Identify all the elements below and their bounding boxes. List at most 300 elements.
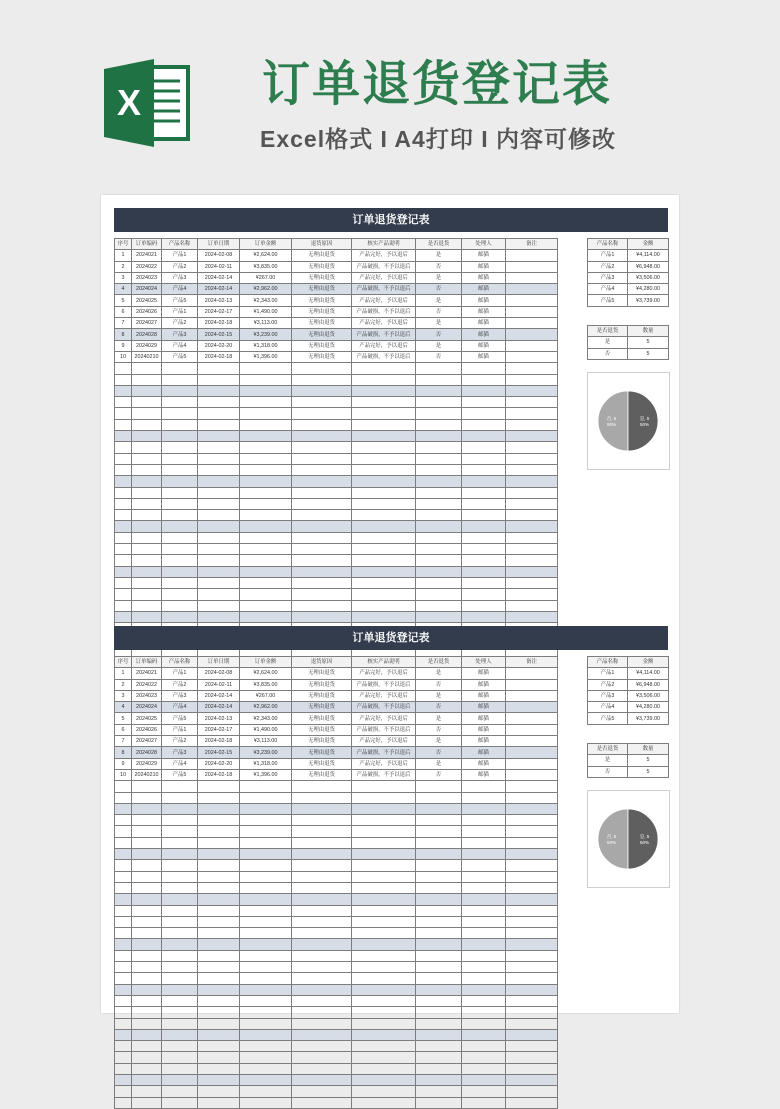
empty-cell[interactable]	[162, 849, 198, 860]
empty-cell[interactable]	[292, 781, 352, 792]
empty-cell[interactable]	[115, 611, 132, 622]
empty-cell[interactable]	[132, 894, 162, 905]
empty-cell[interactable]	[132, 882, 162, 893]
empty-cell[interactable]	[462, 792, 506, 803]
empty-cell[interactable]	[506, 1063, 558, 1074]
table-cell[interactable]: 产品完好，予以退后	[352, 668, 416, 679]
empty-cell[interactable]	[132, 1063, 162, 1074]
table-cell[interactable]: 4	[115, 284, 132, 295]
empty-cell[interactable]	[416, 781, 462, 792]
empty-cell[interactable]	[162, 510, 198, 521]
table-cell[interactable]: ¥1,396.00	[240, 351, 292, 362]
empty-cell[interactable]	[162, 973, 198, 984]
empty-cell[interactable]	[198, 1063, 240, 1074]
empty-cell[interactable]	[292, 1018, 352, 1029]
table-cell[interactable]: ¥3,239.00	[240, 329, 292, 340]
table-cell[interactable]: 产品破损，不予以退后	[352, 769, 416, 780]
empty-cell[interactable]	[132, 487, 162, 498]
empty-cell[interactable]	[416, 1041, 462, 1052]
empty-cell[interactable]	[115, 928, 132, 939]
empty-cell[interactable]	[115, 555, 132, 566]
empty-cell[interactable]	[198, 464, 240, 475]
empty-cell[interactable]	[292, 939, 352, 950]
table-cell[interactable]: 邮猫	[462, 713, 506, 724]
empty-cell[interactable]	[352, 905, 416, 916]
table-cell[interactable]	[506, 250, 558, 261]
empty-cell[interactable]	[352, 1052, 416, 1063]
table-cell[interactable]: 2024-02-18	[198, 351, 240, 362]
empty-cell[interactable]	[462, 521, 506, 532]
empty-cell[interactable]	[115, 510, 132, 521]
empty-cell[interactable]	[292, 1052, 352, 1063]
empty-cell[interactable]	[462, 860, 506, 871]
empty-cell[interactable]	[132, 476, 162, 487]
empty-cell[interactable]	[115, 1074, 132, 1085]
empty-cell[interactable]	[240, 882, 292, 893]
empty-cell[interactable]	[352, 871, 416, 882]
table-cell[interactable]: 邮猫	[462, 318, 506, 329]
table-cell[interactable]: 4	[115, 702, 132, 713]
empty-cell[interactable]	[292, 498, 352, 509]
empty-cell[interactable]	[198, 374, 240, 385]
table-cell[interactable]: 产品破损，不予以退后	[352, 702, 416, 713]
empty-cell[interactable]	[132, 397, 162, 408]
empty-cell[interactable]	[462, 487, 506, 498]
table-cell[interactable]: 否	[588, 348, 628, 359]
empty-cell[interactable]	[132, 544, 162, 555]
table-cell[interactable]: 3	[115, 690, 132, 701]
table-cell[interactable]: ¥3,835.00	[240, 679, 292, 690]
empty-cell[interactable]	[198, 928, 240, 939]
table-cell[interactable]: 产品4	[162, 702, 198, 713]
empty-cell[interactable]	[416, 837, 462, 848]
empty-cell[interactable]	[462, 1029, 506, 1040]
table-cell[interactable]: 是	[416, 250, 462, 261]
empty-cell[interactable]	[416, 950, 462, 961]
empty-cell[interactable]	[115, 916, 132, 927]
empty-cell[interactable]	[292, 600, 352, 611]
table-cell[interactable]: 产品4	[162, 340, 198, 351]
empty-cell[interactable]	[240, 837, 292, 848]
empty-cell[interactable]	[162, 566, 198, 577]
empty-cell[interactable]	[292, 385, 352, 396]
empty-cell[interactable]	[240, 916, 292, 927]
empty-cell[interactable]	[506, 498, 558, 509]
table-cell[interactable]: 2024-02-14	[198, 272, 240, 283]
empty-cell[interactable]	[416, 1007, 462, 1018]
empty-cell[interactable]	[240, 894, 292, 905]
table-cell[interactable]: 无理由退货	[292, 713, 352, 724]
empty-cell[interactable]	[162, 928, 198, 939]
empty-cell[interactable]	[462, 374, 506, 385]
empty-cell[interactable]	[198, 487, 240, 498]
empty-cell[interactable]	[132, 1041, 162, 1052]
table-cell[interactable]: 7	[115, 736, 132, 747]
empty-cell[interactable]	[240, 781, 292, 792]
empty-cell[interactable]	[162, 882, 198, 893]
empty-cell[interactable]	[352, 566, 416, 577]
empty-cell[interactable]	[292, 1063, 352, 1074]
empty-cell[interactable]	[198, 498, 240, 509]
empty-cell[interactable]	[416, 962, 462, 973]
empty-cell[interactable]	[506, 894, 558, 905]
table-cell[interactable]: 否	[416, 284, 462, 295]
empty-cell[interactable]	[240, 419, 292, 430]
table-cell[interactable]: 是	[416, 713, 462, 724]
empty-cell[interactable]	[198, 849, 240, 860]
empty-cell[interactable]	[506, 1097, 558, 1108]
empty-cell[interactable]	[162, 600, 198, 611]
table-cell[interactable]: 否	[416, 724, 462, 735]
table-cell[interactable]: 产品2	[162, 261, 198, 272]
empty-cell[interactable]	[462, 1018, 506, 1029]
table-cell[interactable]: 无理由退货	[292, 306, 352, 317]
table-cell[interactable]: 否	[416, 679, 462, 690]
table-cell[interactable]	[506, 272, 558, 283]
empty-cell[interactable]	[416, 815, 462, 826]
empty-cell[interactable]	[132, 408, 162, 419]
empty-cell[interactable]	[416, 566, 462, 577]
table-cell[interactable]: 产品4	[588, 284, 628, 295]
empty-cell[interactable]	[416, 871, 462, 882]
empty-cell[interactable]	[162, 984, 198, 995]
table-cell[interactable]	[506, 702, 558, 713]
empty-cell[interactable]	[462, 555, 506, 566]
table-cell[interactable]	[506, 724, 558, 735]
table-cell[interactable]: 2024-02-18	[198, 769, 240, 780]
pie-slice[interactable]	[628, 809, 658, 869]
empty-cell[interactable]	[506, 803, 558, 814]
table-cell[interactable]	[506, 306, 558, 317]
empty-cell[interactable]	[292, 905, 352, 916]
empty-cell[interactable]	[506, 611, 558, 622]
table-cell[interactable]: 否	[416, 769, 462, 780]
empty-cell[interactable]	[462, 894, 506, 905]
table-cell[interactable]: 5	[115, 713, 132, 724]
empty-cell[interactable]	[115, 397, 132, 408]
empty-cell[interactable]	[416, 803, 462, 814]
empty-cell[interactable]	[416, 1029, 462, 1040]
empty-cell[interactable]	[198, 453, 240, 464]
empty-cell[interactable]	[292, 950, 352, 961]
empty-cell[interactable]	[506, 882, 558, 893]
empty-cell[interactable]	[162, 837, 198, 848]
empty-cell[interactable]	[506, 962, 558, 973]
empty-cell[interactable]	[462, 1074, 506, 1085]
empty-cell[interactable]	[198, 566, 240, 577]
empty-cell[interactable]	[462, 1007, 506, 1018]
table-cell[interactable]: 2024026	[132, 724, 162, 735]
empty-cell[interactable]	[292, 928, 352, 939]
table-cell[interactable]: 无理由退货	[292, 261, 352, 272]
table-cell[interactable]	[506, 329, 558, 340]
empty-cell[interactable]	[416, 397, 462, 408]
empty-cell[interactable]	[162, 950, 198, 961]
empty-cell[interactable]	[352, 995, 416, 1006]
empty-cell[interactable]	[292, 476, 352, 487]
table-cell[interactable]: 2024-02-13	[198, 295, 240, 306]
table-cell[interactable]: ¥3,506.00	[628, 690, 669, 701]
empty-cell[interactable]	[292, 826, 352, 837]
empty-cell[interactable]	[115, 408, 132, 419]
empty-cell[interactable]	[198, 860, 240, 871]
empty-cell[interactable]	[132, 973, 162, 984]
table-cell[interactable]: 是	[416, 295, 462, 306]
empty-cell[interactable]	[416, 826, 462, 837]
table-cell[interactable]: ¥4,114.00	[628, 668, 669, 679]
table-cell[interactable]: 无理由退货	[292, 679, 352, 690]
empty-cell[interactable]	[352, 442, 416, 453]
empty-cell[interactable]	[115, 532, 132, 543]
empty-cell[interactable]	[115, 566, 132, 577]
empty-cell[interactable]	[416, 453, 462, 464]
empty-cell[interactable]	[506, 521, 558, 532]
empty-cell[interactable]	[462, 442, 506, 453]
empty-cell[interactable]	[292, 453, 352, 464]
empty-cell[interactable]	[416, 600, 462, 611]
empty-cell[interactable]	[292, 363, 352, 374]
empty-cell[interactable]	[240, 792, 292, 803]
empty-cell[interactable]	[352, 600, 416, 611]
table-cell[interactable]: 否	[416, 329, 462, 340]
empty-cell[interactable]	[198, 442, 240, 453]
empty-cell[interactable]	[162, 815, 198, 826]
table-cell[interactable]: 产品2	[588, 679, 628, 690]
empty-cell[interactable]	[162, 442, 198, 453]
table-cell[interactable]: 10	[115, 351, 132, 362]
empty-cell[interactable]	[416, 849, 462, 860]
table-cell[interactable]: 产品2	[588, 261, 628, 272]
empty-cell[interactable]	[416, 431, 462, 442]
empty-cell[interactable]	[115, 792, 132, 803]
empty-cell[interactable]	[352, 510, 416, 521]
empty-cell[interactable]	[506, 1007, 558, 1018]
empty-cell[interactable]	[416, 385, 462, 396]
table-cell[interactable]: ¥2,343.00	[240, 713, 292, 724]
empty-cell[interactable]	[198, 939, 240, 950]
empty-cell[interactable]	[198, 397, 240, 408]
empty-cell[interactable]	[162, 498, 198, 509]
empty-cell[interactable]	[352, 860, 416, 871]
table-cell[interactable]: 邮猫	[462, 329, 506, 340]
empty-cell[interactable]	[240, 962, 292, 973]
empty-cell[interactable]	[115, 464, 132, 475]
empty-cell[interactable]	[240, 950, 292, 961]
empty-cell[interactable]	[416, 1097, 462, 1108]
empty-cell[interactable]	[162, 1052, 198, 1063]
empty-cell[interactable]	[506, 453, 558, 464]
empty-cell[interactable]	[115, 849, 132, 860]
empty-cell[interactable]	[416, 476, 462, 487]
table-cell[interactable]: 2024-02-20	[198, 758, 240, 769]
empty-cell[interactable]	[462, 916, 506, 927]
empty-cell[interactable]	[292, 973, 352, 984]
empty-cell[interactable]	[292, 577, 352, 588]
empty-cell[interactable]	[506, 363, 558, 374]
empty-cell[interactable]	[352, 950, 416, 961]
table-cell[interactable]: 邮猫	[462, 724, 506, 735]
empty-cell[interactable]	[352, 363, 416, 374]
empty-cell[interactable]	[292, 442, 352, 453]
empty-cell[interactable]	[352, 611, 416, 622]
table-cell[interactable]: 9	[115, 758, 132, 769]
empty-cell[interactable]	[240, 1052, 292, 1063]
empty-cell[interactable]	[240, 1074, 292, 1085]
empty-cell[interactable]	[198, 826, 240, 837]
table-cell[interactable]: 产品1	[162, 724, 198, 735]
table-cell[interactable]: 是	[588, 755, 628, 766]
empty-cell[interactable]	[462, 905, 506, 916]
empty-cell[interactable]	[162, 1097, 198, 1108]
empty-cell[interactable]	[198, 408, 240, 419]
empty-cell[interactable]	[115, 905, 132, 916]
empty-cell[interactable]	[292, 1041, 352, 1052]
empty-cell[interactable]	[416, 521, 462, 532]
table-cell[interactable]: ¥2,962.00	[240, 284, 292, 295]
table-cell[interactable]: 是	[416, 690, 462, 701]
empty-cell[interactable]	[240, 939, 292, 950]
empty-cell[interactable]	[506, 826, 558, 837]
table-cell[interactable]: ¥267.00	[240, 272, 292, 283]
table-cell[interactable]: 无理由退货	[292, 318, 352, 329]
empty-cell[interactable]	[292, 532, 352, 543]
empty-cell[interactable]	[162, 781, 198, 792]
empty-cell[interactable]	[132, 1086, 162, 1097]
empty-cell[interactable]	[115, 374, 132, 385]
empty-cell[interactable]	[416, 442, 462, 453]
empty-cell[interactable]	[162, 871, 198, 882]
empty-cell[interactable]	[462, 939, 506, 950]
empty-cell[interactable]	[132, 510, 162, 521]
empty-cell[interactable]	[115, 453, 132, 464]
empty-cell[interactable]	[132, 566, 162, 577]
table-cell[interactable]: 是	[416, 736, 462, 747]
empty-cell[interactable]	[506, 1052, 558, 1063]
empty-cell[interactable]	[132, 577, 162, 588]
empty-cell[interactable]	[240, 849, 292, 860]
empty-cell[interactable]	[352, 397, 416, 408]
empty-cell[interactable]	[240, 544, 292, 555]
empty-cell[interactable]	[162, 792, 198, 803]
table-cell[interactable]: 邮猫	[462, 261, 506, 272]
empty-cell[interactable]	[352, 781, 416, 792]
empty-cell[interactable]	[416, 408, 462, 419]
empty-cell[interactable]	[198, 532, 240, 543]
empty-cell[interactable]	[162, 995, 198, 1006]
empty-cell[interactable]	[240, 363, 292, 374]
empty-cell[interactable]	[292, 815, 352, 826]
empty-cell[interactable]	[352, 544, 416, 555]
empty-cell[interactable]	[506, 905, 558, 916]
empty-cell[interactable]	[352, 487, 416, 498]
empty-cell[interactable]	[292, 894, 352, 905]
empty-cell[interactable]	[162, 532, 198, 543]
table-cell[interactable]	[506, 668, 558, 679]
empty-cell[interactable]	[506, 577, 558, 588]
empty-cell[interactable]	[292, 544, 352, 555]
table-cell[interactable]: 无理由退货	[292, 284, 352, 295]
table-cell[interactable]: 2024-02-18	[198, 736, 240, 747]
table-cell[interactable]: 无理由退货	[292, 351, 352, 362]
table-cell[interactable]: 是	[588, 337, 628, 348]
empty-cell[interactable]	[506, 464, 558, 475]
empty-cell[interactable]	[162, 1029, 198, 1040]
table-cell[interactable]: ¥3,239.00	[240, 747, 292, 758]
empty-cell[interactable]	[162, 544, 198, 555]
table-cell[interactable]	[506, 690, 558, 701]
empty-cell[interactable]	[162, 419, 198, 430]
empty-cell[interactable]	[506, 566, 558, 577]
table-cell[interactable]: 2024021	[132, 668, 162, 679]
empty-cell[interactable]	[462, 476, 506, 487]
empty-cell[interactable]	[416, 995, 462, 1006]
empty-cell[interactable]	[240, 826, 292, 837]
empty-cell[interactable]	[506, 374, 558, 385]
table-cell[interactable]: 2024025	[132, 295, 162, 306]
empty-cell[interactable]	[352, 894, 416, 905]
table-cell[interactable]: 邮猫	[462, 769, 506, 780]
empty-cell[interactable]	[162, 826, 198, 837]
table-cell[interactable]: 否	[416, 261, 462, 272]
table-cell[interactable]: 20240210	[132, 769, 162, 780]
empty-cell[interactable]	[506, 385, 558, 396]
empty-cell[interactable]	[115, 894, 132, 905]
empty-cell[interactable]	[506, 928, 558, 939]
empty-cell[interactable]	[240, 577, 292, 588]
empty-cell[interactable]	[240, 995, 292, 1006]
empty-cell[interactable]	[506, 860, 558, 871]
empty-cell[interactable]	[352, 928, 416, 939]
empty-cell[interactable]	[462, 849, 506, 860]
table-cell[interactable]	[506, 318, 558, 329]
empty-cell[interactable]	[292, 521, 352, 532]
table-cell[interactable]: 产品3	[162, 272, 198, 283]
table-cell[interactable]: 产品1	[162, 668, 198, 679]
table-cell[interactable]: 无理由退货	[292, 736, 352, 747]
empty-cell[interactable]	[506, 916, 558, 927]
empty-cell[interactable]	[240, 1086, 292, 1097]
empty-cell[interactable]	[506, 544, 558, 555]
table-cell[interactable]: 2024-02-11	[198, 261, 240, 272]
table-cell[interactable]: 邮猫	[462, 668, 506, 679]
empty-cell[interactable]	[132, 385, 162, 396]
table-cell[interactable]: 8	[115, 329, 132, 340]
empty-cell[interactable]	[240, 510, 292, 521]
table-cell[interactable]	[506, 758, 558, 769]
table-cell[interactable]: 是	[416, 758, 462, 769]
empty-cell[interactable]	[292, 374, 352, 385]
return-pie-chart[interactable]	[587, 372, 670, 470]
empty-cell[interactable]	[132, 781, 162, 792]
empty-cell[interactable]	[240, 532, 292, 543]
table-cell[interactable]: 2024-02-20	[198, 340, 240, 351]
table-cell[interactable]	[506, 769, 558, 780]
empty-cell[interactable]	[115, 589, 132, 600]
table-cell[interactable]: ¥2,624.00	[240, 250, 292, 261]
empty-cell[interactable]	[416, 419, 462, 430]
table-cell[interactable]: 邮猫	[462, 250, 506, 261]
empty-cell[interactable]	[506, 815, 558, 826]
empty-cell[interactable]	[132, 928, 162, 939]
empty-cell[interactable]	[292, 962, 352, 973]
empty-cell[interactable]	[292, 431, 352, 442]
empty-cell[interactable]	[506, 555, 558, 566]
empty-cell[interactable]	[132, 589, 162, 600]
table-cell[interactable]: 产品完好，予以退后	[352, 736, 416, 747]
empty-cell[interactable]	[240, 487, 292, 498]
empty-cell[interactable]	[240, 928, 292, 939]
table-cell[interactable]: 5	[628, 755, 669, 766]
